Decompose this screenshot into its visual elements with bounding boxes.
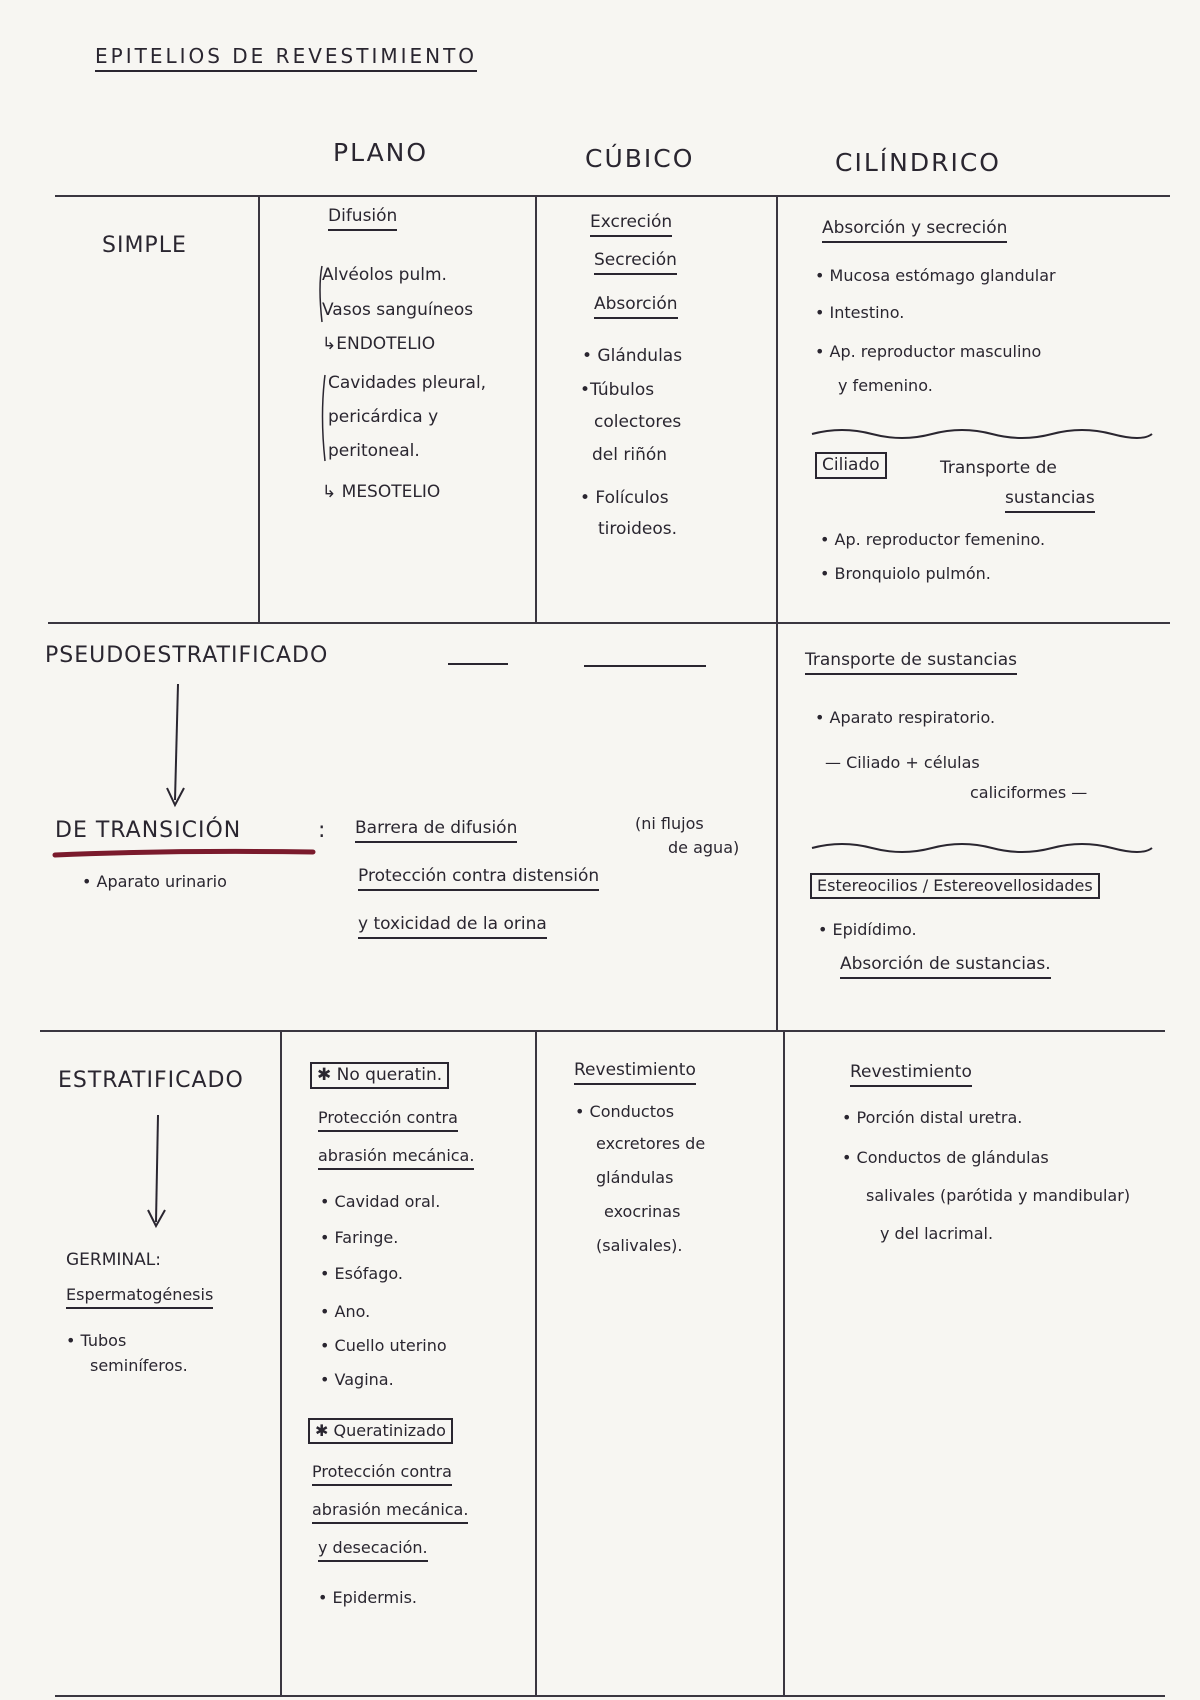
estratificado-plano-text: y desecación.	[318, 1540, 428, 1562]
transicion-note: de agua)	[668, 838, 740, 857]
simple-cilindrico-item: • Mucosa estómago glandular	[815, 266, 1056, 285]
pseudo-item: caliciformes —	[970, 783, 1088, 802]
germinal-label: GERMINAL:	[66, 1250, 161, 1270]
no-queratin-box: ✱ No queratin.	[310, 1062, 449, 1089]
estereo-box: Estereocilios / Estereovellosidades	[810, 873, 1100, 899]
estratificado-plano-text: abrasión mecánica.	[312, 1502, 468, 1524]
transicion-text: Barrera de difusión	[355, 820, 517, 843]
simple-plano-item: Vasos sanguíneos	[322, 300, 474, 320]
estratificado-cilindrico-item: • Porción distal uretra.	[842, 1108, 1023, 1127]
simple-plano-result: ↳ MESOTELIO	[322, 482, 441, 502]
simple-cubico-item: • Folículos	[580, 488, 669, 508]
simple-cubico-heading: Secreción	[594, 252, 677, 275]
estratificado-plano-item: • Vagina.	[320, 1370, 394, 1389]
estratificado-cilindrico-item: salivales (parótida y mandibular)	[866, 1186, 1131, 1205]
transicion-text: y toxicidad de la orina	[358, 916, 547, 939]
estratificado-plano-text: abrasión mecánica.	[318, 1148, 474, 1170]
arrow-line-pseudo	[175, 684, 178, 800]
red-underline	[55, 851, 313, 855]
row-label-transicion: DE TRANSICIÓN	[55, 818, 242, 843]
estratificado-plano-text: Protección contra	[318, 1110, 458, 1132]
wavy-divider-1	[812, 430, 1152, 438]
simple-plano-result: ↳ENDOTELIO	[322, 334, 436, 354]
column-header-cilindrico: CILÍNDRICO	[835, 148, 1001, 177]
simple-cubico-item: • Glándulas	[582, 346, 683, 366]
estratificado-cubico-item: excretores de	[596, 1134, 706, 1153]
page-title: EPITELIOS DE REVESTIMIENTO	[95, 46, 477, 72]
estratificado-cubico-item: (salivales).	[596, 1236, 683, 1255]
simple-cilindrico-item: y femenino.	[838, 376, 933, 395]
estratificado-cubico-item: exocrinas	[604, 1202, 681, 1221]
column-header-plano: PLANO	[333, 138, 429, 167]
ciliado-text: Transporte de	[940, 458, 1057, 478]
estratificado-cilindrico-item: y del lacrimal.	[880, 1224, 994, 1243]
germinal-item: • Tubos	[66, 1331, 127, 1350]
ciliado-item: • Ap. reproductor femenino.	[820, 530, 1046, 549]
simple-cubico-item: colectores	[594, 412, 682, 432]
pseudo-heading: Transporte de sustancias	[805, 652, 1017, 675]
wavy-divider-2	[812, 844, 1152, 852]
simple-cubico-heading: Absorción	[594, 296, 678, 319]
estratificado-cubico-item: • Conductos	[575, 1102, 675, 1121]
transicion-note: (ni flujos	[635, 814, 704, 833]
queratinizado-box: ✱ Queratinizado	[308, 1418, 453, 1444]
estratificado-plano-item: • Cuello uterino	[320, 1336, 447, 1355]
row-label-simple: SIMPLE	[102, 233, 187, 258]
ciliado-box: Ciliado	[815, 452, 887, 479]
simple-plano-item: Cavidades pleural,	[328, 373, 487, 393]
transicion-text: Protección contra distensión	[358, 868, 599, 891]
simple-plano-heading: Difusión	[328, 208, 397, 231]
simple-plano-item: pericárdica y	[328, 407, 439, 427]
pseudo-item: — Ciliado + células	[825, 753, 980, 772]
simple-plano-item: peritoneal.	[328, 441, 420, 461]
germinal-sub: Espermatogénesis	[66, 1287, 213, 1309]
estratificado-plano-item: • Epidermis.	[318, 1588, 417, 1607]
estratificado-plano-item: • Ano.	[320, 1302, 371, 1321]
estratificado-plano-item: • Cavidad oral.	[320, 1192, 441, 1211]
pseudo-item: • Aparato respiratorio.	[815, 708, 996, 727]
simple-cilindrico-item: • Intestino.	[815, 303, 905, 322]
estratificado-cilindrico-item: • Conductos de glándulas	[842, 1148, 1049, 1167]
estereo-item: Absorción de sustancias.	[840, 956, 1051, 979]
estereo-item: • Epidídimo.	[818, 920, 917, 939]
column-header-cubico: CÚBICO	[585, 144, 695, 173]
simple-plano-item: Alvéolos pulm.	[322, 265, 447, 285]
bracket-2	[323, 375, 326, 461]
estratificado-cilindrico-heading: Revestimiento	[850, 1064, 972, 1087]
germinal-item: seminíferos.	[90, 1356, 188, 1375]
estratificado-plano-item: • Esófago.	[320, 1264, 403, 1283]
estratificado-plano-item: • Faringe.	[320, 1228, 399, 1247]
row-label-pseudo: PSEUDOESTRATIFICADO	[45, 643, 329, 668]
simple-cilindrico-item: • Ap. reproductor masculino	[815, 342, 1042, 361]
row-label-estratificado: ESTRATIFICADO	[58, 1068, 244, 1093]
transicion-colon: :	[318, 818, 327, 843]
transicion-item: • Aparato urinario	[82, 872, 227, 891]
simple-cilindrico-heading: Absorción y secreción	[822, 220, 1007, 243]
estratificado-cubico-item: glándulas	[596, 1168, 674, 1187]
simple-cubico-item: •Túbulos	[580, 380, 655, 400]
simple-cubico-heading: Excreción	[590, 214, 672, 237]
arrow-line-estratificado	[156, 1115, 158, 1222]
estratificado-plano-text: Protección contra	[312, 1464, 452, 1486]
simple-cubico-item: del riñón	[592, 445, 668, 465]
ciliado-item: • Bronquiolo pulmón.	[820, 564, 991, 583]
simple-cubico-item: tiroideos.	[598, 519, 678, 539]
estratificado-cubico-heading: Revestimiento	[574, 1062, 696, 1085]
ciliado-text: sustancias	[1005, 490, 1095, 513]
